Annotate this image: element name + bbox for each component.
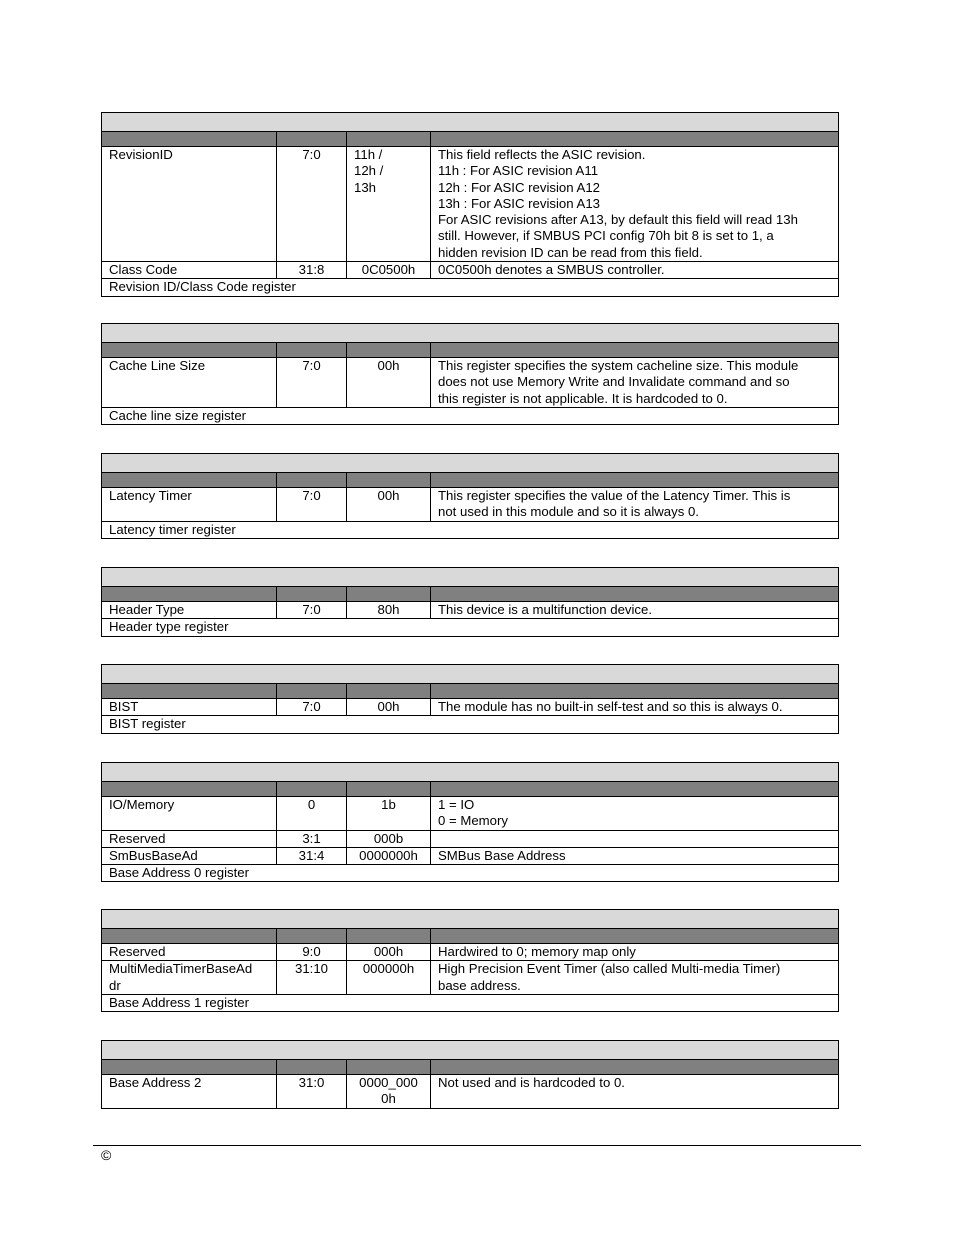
default-value-cell	[347, 797, 431, 831]
description-cell	[431, 699, 839, 716]
default-value-cell	[347, 944, 431, 961]
field-name-text: Class Code	[109, 262, 178, 278]
description-cell	[431, 262, 839, 279]
description-cell	[431, 830, 839, 847]
table-header-cell	[431, 1060, 839, 1075]
default-value-cell	[347, 1075, 431, 1109]
table-row	[102, 797, 839, 831]
description-line	[438, 831, 831, 847]
bits-cell: 31:8	[277, 262, 347, 279]
table-row	[102, 699, 839, 716]
table-row	[102, 147, 839, 262]
table-caption-row	[102, 279, 839, 296]
table-title-cell	[102, 910, 839, 929]
bits-cell: 31:10	[277, 961, 347, 995]
table-header-cell	[431, 132, 839, 147]
description-line: For ASIC revisions after A13, by default this field will read 13h	[438, 212, 798, 228]
table-title-cell	[102, 763, 839, 782]
description-cell	[431, 488, 839, 522]
table-header-row	[102, 929, 839, 944]
default-value-cell	[347, 961, 431, 995]
register-table	[101, 323, 839, 425]
table-header-cell	[102, 343, 277, 358]
description-line: 0 = Memory	[438, 813, 508, 829]
register-table	[101, 909, 839, 1012]
register-table	[101, 664, 839, 734]
register-table	[101, 567, 839, 637]
table-caption: Cache line size register	[102, 407, 839, 424]
description-cell	[431, 1075, 839, 1109]
table-header-cell	[277, 343, 347, 358]
table-caption-row	[102, 407, 839, 424]
description-cell	[431, 797, 839, 831]
table-header-cell	[347, 684, 431, 699]
default-value-cell	[347, 830, 431, 847]
field-name-text: Header Type	[109, 602, 185, 617]
table-row	[102, 830, 839, 847]
table-caption-row	[102, 994, 839, 1011]
field-name-text: MultiMediaTimerBaseAd	[109, 961, 253, 977]
table-header-row	[102, 1060, 839, 1075]
description-line: still. However, if SMBUS PCI config 70h bit 8 is set to 1, a	[438, 228, 774, 244]
default-value-line: 00h	[377, 699, 400, 714]
description-line: not used in this module and so it is always 0.	[438, 504, 699, 520]
table-title-cell	[102, 665, 839, 684]
table-title-bar	[102, 113, 839, 132]
bits-cell: 0	[277, 797, 347, 831]
table-title-cell	[102, 568, 839, 587]
bits-cell: 7:0	[277, 699, 347, 716]
table-title-cell	[102, 454, 839, 473]
default-value-line: 80h	[377, 602, 400, 617]
field-name-cell	[102, 358, 277, 408]
field-name-cell	[102, 147, 277, 262]
table-title-cell	[102, 1041, 839, 1060]
field-name-text: Base Address 2	[109, 1075, 202, 1090]
table-header-cell	[102, 929, 277, 944]
description-line: this register is not applicable. It is hardcoded to 0.	[438, 390, 728, 406]
description-line: This field reflects the ASIC revision.	[438, 147, 646, 162]
table-header-cell	[277, 684, 347, 699]
table-header-cell	[277, 132, 347, 147]
table-caption: Latency timer register	[102, 521, 839, 538]
table-header-cell	[102, 473, 277, 488]
default-value-line: 0000_000	[359, 1075, 418, 1090]
field-name-text: IO/Memory	[109, 797, 175, 812]
table-caption-row	[102, 521, 839, 538]
field-name-text: RevisionID	[109, 147, 173, 162]
table-row	[102, 262, 839, 279]
description-line: 1 = IO	[438, 797, 475, 812]
table-header-row	[102, 473, 839, 488]
table-title-cell	[102, 324, 839, 343]
table-caption-row	[102, 619, 839, 636]
field-name-cell	[102, 847, 277, 864]
table-header-cell	[431, 782, 839, 797]
bits-cell: 7:0	[277, 358, 347, 408]
table-header-row	[102, 343, 839, 358]
default-value-cell	[347, 488, 431, 522]
table-row	[102, 847, 839, 864]
description-line: base address.	[438, 977, 521, 993]
field-name-cell	[102, 488, 277, 522]
table-header-cell	[431, 684, 839, 699]
default-value-line: 0000000h	[359, 847, 418, 863]
table-row	[102, 358, 839, 408]
default-value-line: 0C0500h	[361, 262, 416, 278]
default-value-line: 000h	[373, 944, 404, 959]
description-line: SMBus Base Address	[438, 847, 566, 863]
bits-cell: 7:0	[277, 488, 347, 522]
table-title-bar	[102, 454, 839, 473]
table-caption: Base Address 0 register	[102, 865, 839, 882]
default-value-line: 000000h	[362, 961, 415, 977]
table-header-cell	[431, 473, 839, 488]
table-header-cell	[102, 1060, 277, 1075]
table-row	[102, 944, 839, 961]
description-line: This device is a multifunction device.	[438, 602, 653, 617]
table-header-row	[102, 684, 839, 699]
table-caption-row	[102, 865, 839, 882]
table-title-bar	[102, 763, 839, 782]
default-value-line: 0h	[381, 1091, 396, 1107]
table-header-row	[102, 587, 839, 602]
description-line: 12h : For ASIC revision A12	[438, 179, 600, 195]
default-value-cell	[347, 147, 431, 262]
description-cell	[431, 961, 839, 995]
description-line: 11h : For ASIC revision A11	[438, 163, 599, 179]
table-title-bar	[102, 910, 839, 929]
description-line: This register specifies the value of the Latency Timer. This is	[438, 488, 791, 503]
field-name-text: dr	[109, 977, 121, 993]
copyright-symbol: ©	[101, 1147, 112, 1163]
bits-cell: 31:4	[277, 847, 347, 864]
field-name-cell	[102, 830, 277, 847]
register-table	[101, 453, 839, 539]
field-name-cell	[102, 944, 277, 961]
table-header-cell	[431, 343, 839, 358]
default-value-line: 11h /	[354, 147, 383, 162]
field-name-cell	[102, 1075, 277, 1109]
default-value-line: 000b	[373, 830, 404, 846]
default-value-line: 13h	[354, 179, 377, 195]
table-header-cell	[347, 929, 431, 944]
table-header-row	[102, 782, 839, 797]
field-name-cell	[102, 961, 277, 995]
default-value-cell	[347, 358, 431, 408]
default-value-cell	[347, 847, 431, 864]
table-header-row	[102, 132, 839, 147]
default-value-cell	[347, 699, 431, 716]
table-header-cell	[347, 343, 431, 358]
table-title-bar	[102, 1041, 839, 1060]
field-name-text: SmBusBaseAd	[109, 847, 198, 863]
default-value-line: 00h	[377, 488, 400, 503]
table-header-cell	[347, 587, 431, 602]
table-header-cell	[102, 684, 277, 699]
footer-divider	[93, 1145, 861, 1146]
default-value-line: 00h	[377, 358, 400, 373]
table-header-cell	[347, 473, 431, 488]
bits-cell: 31:0	[277, 1075, 347, 1109]
table-header-cell	[347, 132, 431, 147]
table-title-cell	[102, 113, 839, 132]
register-table	[101, 1040, 839, 1109]
register-table	[101, 762, 839, 882]
description-line: Hardwired to 0; memory map only	[438, 944, 636, 959]
table-header-cell	[102, 132, 277, 147]
table-row	[102, 488, 839, 522]
field-name-cell	[102, 602, 277, 619]
field-name-cell	[102, 262, 277, 279]
field-name-text: Reserved	[109, 944, 166, 959]
field-name-text: BIST	[109, 699, 139, 714]
description-line: High Precision Event Timer (also called Multi-media Timer)	[438, 961, 781, 977]
table-row	[102, 602, 839, 619]
description-cell	[431, 944, 839, 961]
table-header-cell	[277, 1060, 347, 1075]
table-header-cell	[431, 587, 839, 602]
field-name-cell	[102, 699, 277, 716]
table-header-cell	[277, 587, 347, 602]
table-header-cell	[347, 1060, 431, 1075]
bits-cell: 9:0	[277, 944, 347, 961]
description-cell	[431, 147, 839, 262]
default-value-cell	[347, 262, 431, 279]
table-row	[102, 1075, 839, 1109]
bits-cell: 7:0	[277, 602, 347, 619]
register-table	[101, 112, 839, 297]
description-cell	[431, 358, 839, 408]
description-line: 13h : For ASIC revision A13	[438, 195, 600, 211]
description-line: does not use Memory Write and Invalidate command and so	[438, 374, 790, 390]
table-header-cell	[102, 782, 277, 797]
description-line: 0C0500h denotes a SMBUS controller.	[438, 262, 665, 278]
table-title-bar	[102, 324, 839, 343]
description-line: hidden revision ID can be read from this field.	[438, 244, 703, 260]
table-caption: Base Address 1 register	[102, 994, 839, 1011]
table-header-cell	[277, 473, 347, 488]
table-header-cell	[347, 782, 431, 797]
bits-cell: 7:0	[277, 147, 347, 262]
description-cell	[431, 847, 839, 864]
table-caption: BIST register	[102, 716, 839, 733]
table-header-cell	[102, 587, 277, 602]
table-title-bar	[102, 665, 839, 684]
field-name-text: Reserved	[109, 830, 166, 846]
table-header-cell	[277, 782, 347, 797]
default-value-line: 1b	[381, 797, 396, 812]
description-line: This register specifies the system cacheline size. This module	[438, 358, 799, 373]
field-name-cell	[102, 797, 277, 831]
description-line: Not used and is hardcoded to 0.	[438, 1075, 625, 1090]
default-value-cell	[347, 602, 431, 619]
description-cell	[431, 602, 839, 619]
default-value-line: 12h /	[354, 163, 384, 179]
table-header-cell	[431, 929, 839, 944]
bits-cell: 3:1	[277, 830, 347, 847]
table-row	[102, 961, 839, 995]
table-header-cell	[277, 929, 347, 944]
table-title-bar	[102, 568, 839, 587]
description-line: The module has no built-in self-test and so this is always 0.	[438, 699, 783, 714]
table-caption-row	[102, 716, 839, 733]
table-caption: Revision ID/Class Code register	[102, 279, 839, 296]
field-name-text: Cache Line Size	[109, 358, 206, 373]
table-caption: Header type register	[102, 619, 839, 636]
field-name-text: Latency Timer	[109, 488, 192, 503]
